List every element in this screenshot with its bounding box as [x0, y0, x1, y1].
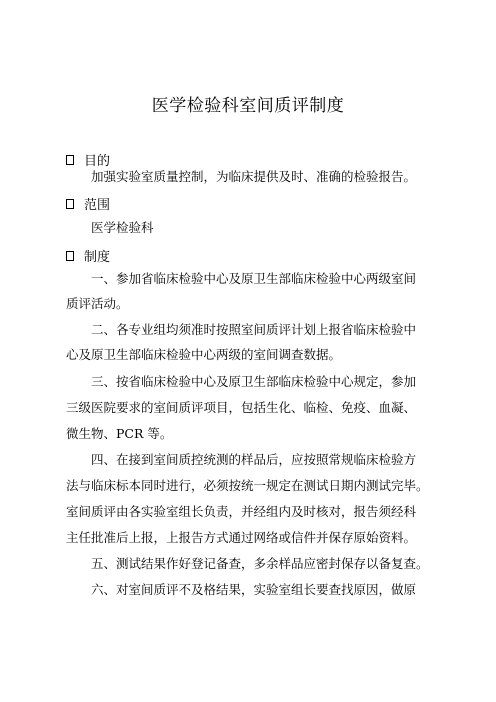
- checkbox-bullet-icon: [66, 155, 74, 165]
- system-line: 六、对室间质评不及格结果，实验室组长要查找原因，做原: [91, 582, 417, 597]
- system-line: 质评活动。: [66, 296, 129, 311]
- system-line: 法与临床标本同时进行，必须按统一规定在测试日期内测试完毕。: [66, 478, 429, 493]
- system-line: 主任批准后上报，上报告方式通过网络或信件并保存原始资料。: [66, 530, 417, 545]
- document-title: 医学检验科室间质评制度: [151, 96, 345, 116]
- section-heading-scope: [66, 194, 110, 213]
- system-line: 三级医院要求的室间质评项目，包括生化、临检、免疫、血凝、: [66, 400, 417, 415]
- section-heading-scope-label: 范围: [84, 198, 111, 213]
- system-line: 四、在接到室间质控统测的样品后，应按照常规临床检验方: [91, 452, 417, 467]
- section-heading-system: [66, 246, 110, 265]
- system-line: 一、参加省临床检验中心及原卫生部临床检验中心两级室间: [91, 271, 417, 286]
- section-heading-system-label: 制度: [84, 250, 111, 265]
- system-line: 二、各专业组均须准时按照室间质评计划上报省临床检验中: [91, 322, 417, 337]
- system-line: 微生物、PCR 等。: [66, 426, 173, 441]
- scope-text: 医学检验科: [91, 220, 154, 235]
- system-line: 室间质评由各实验室组长负责，并经组内及时核对，报告须经科: [66, 504, 417, 519]
- system-line: 心及原卫生部临床检验中心两级的室间调查数据。: [66, 347, 342, 362]
- checkbox-bullet-icon: [66, 199, 74, 209]
- system-line: 五、测试结果作好登记备查，多余样品应密封保存以备复查。: [91, 556, 429, 571]
- checkbox-bullet-icon: [66, 251, 74, 261]
- purpose-text: 加强实验室质量控制，为临床提供及时、准确的检验报告。: [91, 169, 417, 184]
- section-heading-purpose-label: 目的: [84, 154, 111, 169]
- section-heading-purpose: [66, 150, 110, 169]
- system-line: 三、按省临床检验中心及原卫生部临床检验中心规定，参加: [91, 374, 417, 389]
